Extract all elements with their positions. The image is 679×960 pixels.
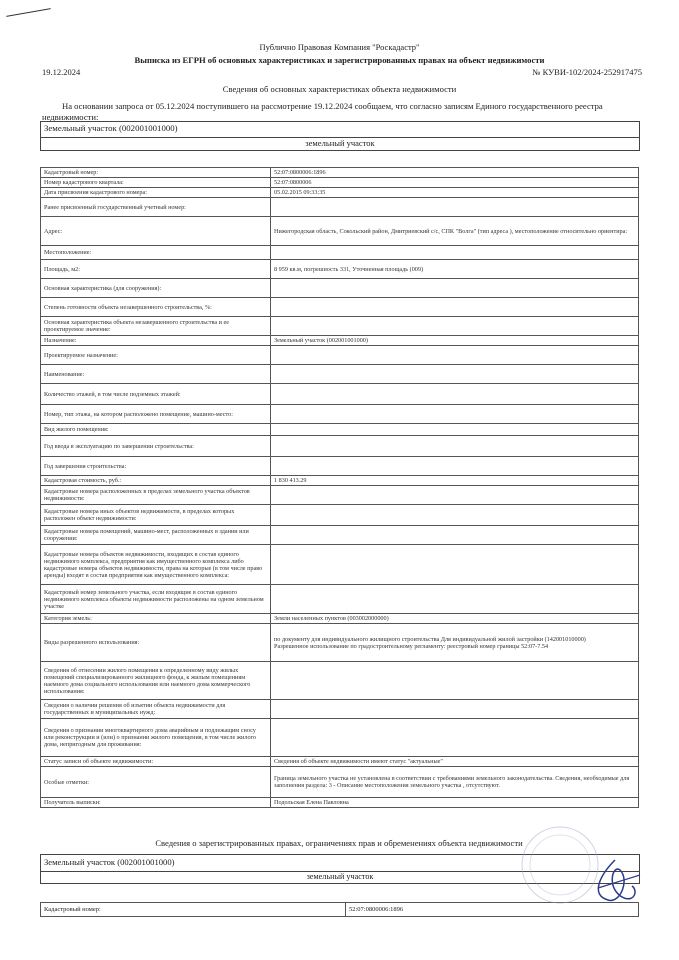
row-value (271, 457, 639, 476)
row-value: 52:07:0800006:1896 (346, 903, 639, 917)
row-value (271, 700, 639, 719)
row-label: Основная характеристика объекта незавершенного строительства и ее проектируемое значение: (41, 317, 271, 336)
row-value: по документу для индивидуального жилищного строительства Для индивидуальной жилой застройки (142001010000) Разрешенное использование по градостроительному регламенту: реестровый номер границы 52:07-7.54 (271, 624, 639, 662)
table-row (41, 365, 639, 384)
table-row (41, 476, 639, 486)
row-label: Количество этажей, в том числе подземных этажей: (41, 384, 271, 405)
object-caption: земельный участок (41, 137, 639, 150)
document-date: 19.12.2024 (42, 67, 81, 77)
row-value: 52:07:0800006:1896 (271, 168, 639, 178)
row-label: Кадастровый номер: (41, 903, 346, 917)
row-value: Земельный участок (002001001000) (271, 336, 639, 346)
row-label: Сведения о признании многоквартирного дома аварийным и подлежащим сносу или реконструкции и (или) о признании жилого помещения, в том числе жилого дома, непригодным для проживания: (41, 719, 271, 757)
table-row (41, 260, 639, 279)
row-value (271, 585, 639, 614)
row-value: 05.02.2015 09:33:35 (271, 188, 639, 198)
table-row (41, 436, 639, 457)
row-value: 1 830 413.29 (271, 476, 639, 486)
intro-paragraph: На основании запроса от 05.12.2024 поступившего на рассмотрение 19.12.2024 сообщаем, что согласно записям Единого государственного реестра недвижимости: (42, 101, 603, 122)
row-label: Год ввода в эксплуатацию по завершении строительства: (41, 436, 271, 457)
row-label: Кадастровый номер земельного участка, если входящие в состав единого недвижимого комплекса объекты недвижимости расположены на одном земельном участке (41, 585, 271, 614)
row-label: Кадастровая стоимость, руб.: (41, 476, 271, 486)
row-label: Кадастровый номер: (41, 168, 271, 178)
row-value (271, 246, 639, 260)
table-row (41, 545, 639, 585)
table-row (41, 405, 639, 424)
row-value (271, 662, 639, 700)
row-label: Площадь, м2: (41, 260, 271, 279)
row-label: Номер, тип этажа, на котором расположено помещение, машино-место: (41, 405, 271, 424)
row-label: Дата присвоения кадастрового номера: (41, 188, 271, 198)
table-row (41, 246, 639, 260)
row-value (271, 424, 639, 436)
row-label: Местоположение: (41, 246, 271, 260)
table-row (41, 384, 639, 405)
table-row (41, 486, 639, 505)
row-label: Кадастровые номера иных объектов недвижимости, в пределах которых расположен объект недвижимости: (41, 505, 271, 526)
table-row (41, 217, 639, 246)
row-value (271, 298, 639, 317)
row-label: Особые отметки: (41, 767, 271, 798)
row-label: Виды разрешенного использования: (41, 624, 271, 662)
row-value (271, 317, 639, 336)
rights-object-caption: земельный участок (41, 871, 639, 883)
signature-stamp-icon (520, 820, 660, 940)
table-row (41, 168, 639, 178)
object-header-box (40, 121, 640, 151)
rights-object-label: Земельный участок (002001001000) (44, 857, 175, 867)
row-label: Адрес: (41, 217, 271, 246)
row-label: Категория земель: (41, 614, 271, 624)
row-label: Сведения о наличии решения об изъятии объекта недвижимости для государственных и муниципальных нужд: (41, 700, 271, 719)
row-value (271, 279, 639, 298)
row-value (271, 545, 639, 585)
row-value: Подольская Елена Павловна (271, 798, 639, 808)
table-row (41, 624, 639, 662)
table-row (41, 457, 639, 476)
row-value (271, 505, 639, 526)
row-label: Основная характеристика (для сооружения): (41, 279, 271, 298)
table-row (41, 424, 639, 436)
row-value: Земли населенных пунктов (003002000000) (271, 614, 639, 624)
object-label: Земельный участок (002001001000) (44, 123, 178, 133)
section1-title: Сведения об основных характеристиках объекта недвижимости (222, 84, 457, 94)
handwritten-mark (6, 8, 50, 17)
row-value (271, 436, 639, 457)
row-label: Вид жилого помещения: (41, 424, 271, 436)
row-label: Год завершения строительства: (41, 457, 271, 476)
table-row (41, 798, 639, 808)
section2-title: Сведения о зарегистрированных правах, ограничениях прав и обременениях объекта недвижимости (155, 838, 523, 848)
row-value (271, 198, 639, 217)
table-row (41, 279, 639, 298)
table-row (41, 298, 639, 317)
row-value: 8 959 кв.м, погрешность 331, Уточненная площадь (009) (271, 260, 639, 279)
row-value (271, 384, 639, 405)
table-row (41, 662, 639, 700)
row-label: Назначение: (41, 336, 271, 346)
row-value (271, 719, 639, 757)
row-label: Номер кадастрового квартала: (41, 178, 271, 188)
row-label: Наименование: (41, 365, 271, 384)
row-value: Граница земельного участка не установлена в соответствии с требованиями земельного законодательства. Сведения, необходимые для заполнения раздела: 3 - Описание местоположения земельного участка , отсутствуют. (271, 767, 639, 798)
row-value (271, 486, 639, 505)
table-row (41, 757, 639, 767)
table-row (41, 198, 639, 217)
document-title: Выписка из ЕГРН об основных характеристиках и зарегистрированных правах на объект недвижимости (134, 55, 545, 65)
organization-name: Публично Правовая Компания "Роскадастр" (259, 42, 420, 52)
characteristics-table (40, 167, 639, 808)
row-label: Ранее присвоенный государственный учетный номер: (41, 198, 271, 217)
table-row (41, 336, 639, 346)
row-label: Сведения об отнесении жилого помещения к определенному виду жилых помещений специализированного жилищного фонда, к жилым помещениям наемного дома социального использования или наемного дома коммерческого использования: (41, 662, 271, 700)
table-row (41, 585, 639, 614)
row-value (271, 365, 639, 384)
row-value: Сведения об объекте недвижимости имеют статус "актуальные" (271, 757, 639, 767)
row-label: Кадастровые номера объектов недвижимости, входящих в состав единого недвижимого комплекса, предприятия как имущественного комплекса либо кадастровые номера объектов недвижимости, права на которые (в том числе право аренды) входят в состав предприятия как имущественного комплекса: (41, 545, 271, 585)
table-row (41, 614, 639, 624)
document-number: № КУВИ-102/2024-252917475 (532, 67, 642, 77)
table-row (41, 767, 639, 798)
table-row (41, 719, 639, 757)
row-label: Кадастровые номера помещений, машино-мест, расположенных в здании или сооружении: (41, 526, 271, 545)
row-value: Нижегородская область, Сокольский район, Дмитриевский с/с, СПК "Волга" (тип адреса ), местоположение относительно ориентира: (271, 217, 639, 246)
row-label: Получатель выписки: (41, 798, 271, 808)
table-row (41, 188, 639, 198)
table-row (41, 346, 639, 365)
row-value (271, 346, 639, 365)
table-row (41, 505, 639, 526)
table-row (41, 178, 639, 188)
row-value: 52:07:0800006 (271, 178, 639, 188)
row-label: Статус записи об объекте недвижимости: (41, 757, 271, 767)
table-row (41, 526, 639, 545)
row-label: Кадастровые номера расположенных в пределах земельного участка объектов недвижимости: (41, 486, 271, 505)
row-value (271, 405, 639, 424)
row-value (271, 526, 639, 545)
row-label: Проектируемое назначение: (41, 346, 271, 365)
table-row (41, 317, 639, 336)
row-label: Степень готовности объекта незавершенного строительства, %: (41, 298, 271, 317)
table-row (41, 700, 639, 719)
